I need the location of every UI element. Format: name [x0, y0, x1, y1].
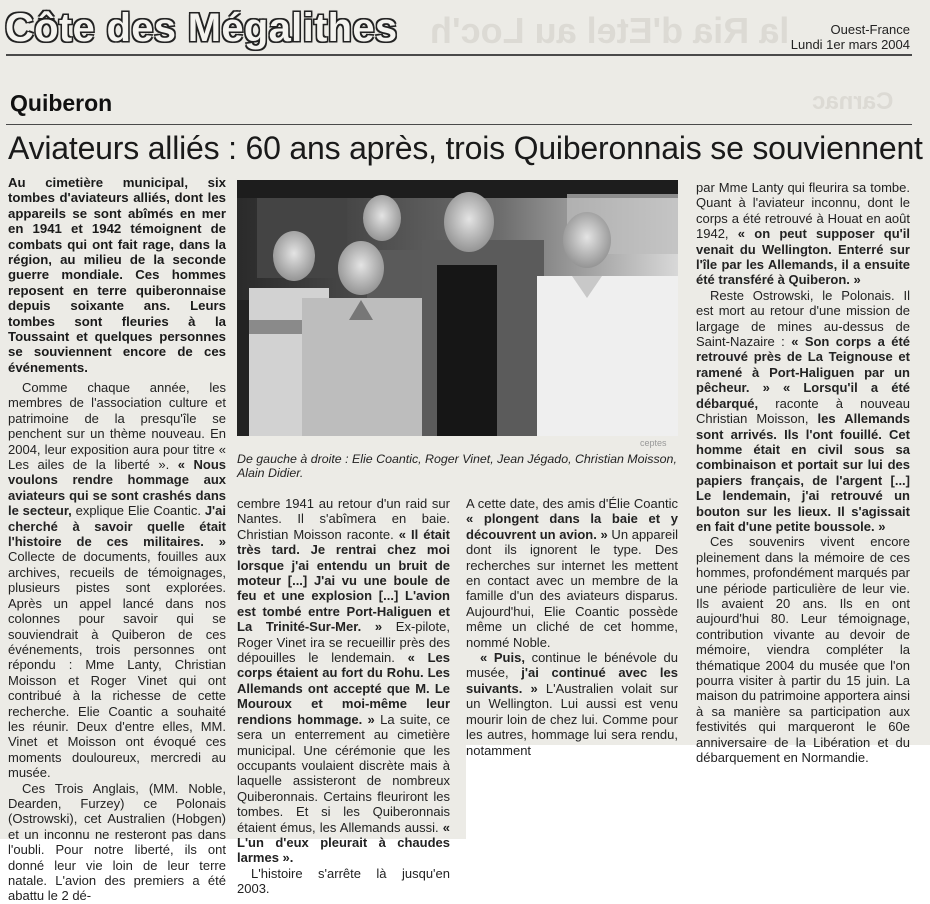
body-text: L'histoire s'arrête là jusqu'en 2003. [237, 865, 450, 897]
body-text: par Mme Lanty qui fleurira sa tombe. Quant à l'aviateur inconnu, dont le corps a été retrouvé à Houat en août 1942, [696, 180, 910, 242]
body-text: Reste Ostrowski, le Polonais. Il est mort au retour d'une mission de largage de mines au-dessus de Saint-Nazaire : [696, 287, 910, 350]
article-paragraph [8, 380, 226, 781]
headline-rule [6, 124, 912, 125]
body-text: continue le bénévole du musée, [466, 650, 678, 681]
bleed-through-text: la Ria d'Etel au Loc'h [430, 10, 790, 51]
article-paragraph [466, 650, 678, 758]
body-text: Ces Trois Anglais, (MM. Noble, Dearden, Furzey) ce Polonais (Ostrowski), cet Australien (Hobgen) et un inconnu ne resteront pas dans l'oubli. Pour notre liberté, ils ont donné leur vie loin de leur terre natale. L'avion des premiers a été abattu le 2 dé- [8, 780, 226, 904]
article-paragraph [8, 781, 226, 904]
body-text: Collecte de documents, fouilles aux archives, recueils de témoignages, plusieurs pistes sont explorées. Après un appel lancé dans nos colonnes pour savoir qui se souviendrait à Quiberon de ces événements, trois personnes ont répondu : Mme Lanty, Christian Moisson et Roger Vinet qui ont contribué à la richesse de cette recherche. Elie Coantic a souhaité les réunir. Deux d'entre elles, MM. Vinet et Moisson ont évoqué ces moments douloureux, mercredi au musée. [8, 549, 226, 781]
quote-text: « on peut supposer qu'il venait du Wellington. Enterré sur l'île par les Allemands, il a ensuite été transféré à Quiberon. » [696, 226, 910, 288]
article-paragraph [696, 534, 910, 765]
group-photo-image [237, 180, 678, 436]
article-column-3 [466, 496, 678, 758]
quote-text: j'ai continué avec les suivants. » [466, 665, 678, 696]
article-paragraph [237, 866, 450, 897]
body-text: Un appareil dont ils ignorent le type. Des recherches sur internet les mettent en contact avec un membre de la famille d'un des aviateurs disparus. Aujourd'hui, Elie Coantic possède même un cliché de cet homme, nommé Noble. [466, 526, 678, 650]
article-kicker: Quiberon [10, 90, 113, 116]
body-text: Ex-pilote, Roger Vinet ira se recueillir près des dépouilles le lendemain. [237, 619, 450, 666]
top-rule [6, 54, 912, 56]
quote-text: « Puis, [480, 650, 525, 666]
newspaper-source [791, 22, 910, 52]
body-text: raconte à nouveau Christian Moisson, [696, 395, 910, 427]
quote-text: J'ai cherché à savoir quelle était l'histoire de ces militaires. » [8, 503, 226, 550]
article-paragraph [696, 180, 910, 288]
article-column-1 [8, 380, 226, 904]
publication-date: Lundi 1er mars 2004 [790, 37, 910, 52]
quote-text: les Allemands sont arrivés. Ils l'ont fouillé. Cet homme était en civil sous sa combinaison et portait sur lui des papiers français, de l'argent [...] Le lendemain, j'ai retrouvé un bouton sur les lieux. Il s'agissait en fait d'une petite boussole. » [696, 411, 910, 534]
article-column-4 [696, 180, 910, 765]
quote-text: « Il était très tard. Je rentrai chez moi lorsque j'ai entendu un bruit de moteur [...] J'ai vu une boule de feu et une explosion [...] L'avion est tombé entre Port-Haliguen et La Trinité-Sur-Mer. » [237, 526, 450, 635]
bleed-through-text: Carnac [812, 88, 894, 115]
article-headline: Aviateurs alliés : 60 ans après, trois Quiberonnais se souviennent [8, 130, 923, 166]
quote-text: « plongent dans la baie et y découvrent un avion. » [466, 511, 678, 542]
quote-text: « Nous voulons rendre hommage aux aviateurs qui se sont crashés dans le secteur, [8, 457, 226, 519]
quote-text: « Son corps a été retrouvé près de La Teignouse et ramené à Port-Haliguen par un pêcheur. » [696, 334, 911, 396]
article-column-2 [237, 496, 450, 897]
body-text: Ces souvenirs vivent encore pleinement dans la mémoire de ces hommes, profondément marqués par une période particulière de leur vie. Ils avaient 20 ans. Ils en ont aujourd'hui 80. Leur témoignage, contribution vivante au devoir de mémoire, viendra compléter la thématique 2004 du musée que l'on pourra visiter à partir du 15 juin. La maison du patrimoine apportera ainsi à sa manière sa participation aux festivités qui marqueront le 60e anniversaire de la Libération et du débarquement en Normandie. [696, 534, 910, 766]
article-lead: Au cimetière municipal, six tombes d'aviateurs alliés, dont les appareils se sont abîmés en mer en 1941 et 1942 témoignent de combats qui ont fait rage, dans la région, au milieu de la seconde guerre mondiale. Ces hommes reposent en terre quiberonnaise depuis soixante ans. Leurs tombes sont fleuries à la Toussaint et quelques personnes se souviennent encore de ces événements. [8, 175, 226, 375]
photo-caption: De gauche à droite : Elie Coantic, Roger Vinet, Jean Jégado, Christian Moisson, Alain Didier. [237, 452, 677, 480]
article-paragraph [237, 496, 450, 866]
quote-text: « Lorsqu'il a été débarqué, [696, 380, 911, 411]
body-text: L'Australien volait sur un Wellington. Lui aussi est venu mourir loin de chez lui. Comme pour les autres, hommage lui sera rendu, notamment [466, 680, 679, 758]
body-text: cembre 1941 au retour d'un raid sur Nantes. Il s'abîmera en baie. Christian Moisson raconte. [237, 496, 450, 542]
quote-text: « Les corps étaient au fort du Rohu. Les Allemands ont accepté que M. Le Mouroux et moi-même leur rendions hommage. » [237, 650, 450, 727]
body-text: Comme chaque année, les membres de l'association culture et patrimoine de la presqu'île se penchent sur un thème nouveau. En 2004, leur exposition aura pour titre « Les ailes de la liberté ». [8, 380, 226, 473]
section-rubric: Côte des Mégalithes [5, 6, 398, 50]
body-text: A cette date, des amis d'Élie Coantic [466, 496, 678, 511]
article-photo [237, 180, 678, 436]
article-paragraph [696, 288, 910, 535]
article-paragraph [466, 496, 678, 650]
body-text [770, 380, 783, 395]
quote-text: « L'un d'eux pleurait à chaudes larmes ». [237, 819, 450, 866]
body-text: La suite, ce sera un enterrement au cimetière municipal. Une cérémonie que les occupants voulaient discrète mais à laquelle assisteront de nombreux Quiberonnais. Certains fleuriront les tombes. Et si les Quiberonnais étaient émus, les Allemands aussi. [237, 711, 450, 835]
photo-credit: ceptes [640, 438, 667, 448]
newspaper-name: Ouest-France [830, 22, 910, 37]
body-text: explique Elie Coantic. [71, 503, 205, 519]
